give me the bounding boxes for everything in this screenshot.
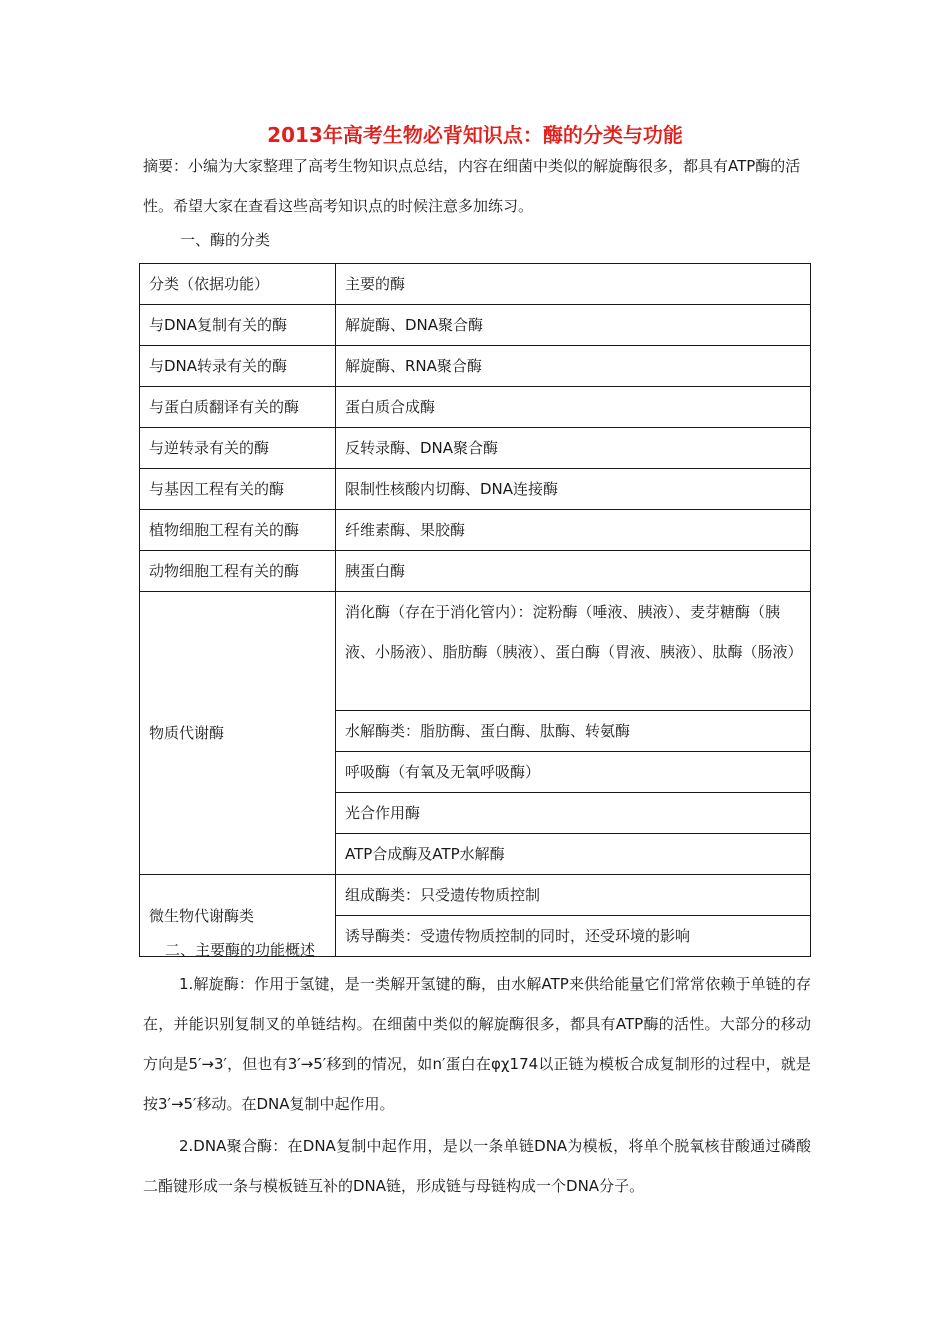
table-row: [140, 305, 811, 346]
section-heading-classification: 一、酶的分类: [180, 231, 271, 249]
table-header-cell: 主要的酶: [336, 264, 811, 305]
category-cell: 植物细胞工程有关的酶: [140, 510, 336, 551]
enzyme-cell: 胰蛋白酶: [336, 551, 811, 592]
enzyme-cell: 蛋白质合成酶: [336, 387, 811, 428]
table-row: [140, 346, 811, 387]
enzyme-cell: 呼吸酶（有氧及无氧呼吸酶）: [336, 752, 811, 793]
table-row: [140, 875, 811, 916]
table-row: [140, 428, 811, 469]
abstract-paragraph: 摘要：小编为大家整理了高考生物知识点总结，内容在细菌中类似的解旋酶很多，都具有ATP酶的活性。希望大家在查看这些高考知识点的时候注意多加练习。: [143, 157, 801, 215]
table-row: [140, 592, 811, 711]
enzyme-classification-table: [139, 263, 811, 957]
enzyme-cell: 光合作用酶: [336, 793, 811, 834]
enzyme-cell: 解旋酶、RNA聚合酶: [336, 346, 811, 387]
category-cell: 与DNA复制有关的酶: [140, 305, 336, 346]
enzyme-cell: 解旋酶、DNA聚合酶: [336, 305, 811, 346]
enzyme-cell: 纤维素酶、果胶酶: [336, 510, 811, 551]
enzyme-cell: ATP合成酶及ATP水解酶: [336, 834, 811, 875]
enzyme-cell: 水解酶类：脂肪酶、蛋白酶、肽酶、转氨酶: [336, 711, 811, 752]
table-header-row: [140, 264, 811, 305]
helicase-paragraph: 1.解旋酶：作用于氢键，是一类解开氢键的酶，由水解ATP来供给能量它们常常依赖于单链的存在，并能识别复制叉的单链结构。在细菌中类似的解旋酶很多，都具有ATP酶的活性。大部分的移动方向是5′→3′，但也有3′→5′移到的情况，如n′蛋白在φχ174以正链为模板合成复制形的过程中，就是按3′→5′移动。在DNA复制中起作用。: [143, 975, 811, 1113]
enzyme-cell: 限制性核酸内切酶、DNA连接酶: [336, 469, 811, 510]
category-cell: 与基因工程有关的酶: [140, 469, 336, 510]
document-title: 2013年高考生物必背知识点：酶的分类与功能: [267, 123, 683, 147]
enzyme-cell: 反转录酶、DNA聚合酶: [336, 428, 811, 469]
category-cell: 与逆转录有关的酶: [140, 428, 336, 469]
enzyme-cell: 诱导酶类：受遗传物质控制的同时，还受环境的影响: [336, 916, 811, 957]
table-row: [140, 469, 811, 510]
dna-polymerase-paragraph: 2.DNA聚合酶：在DNA复制中起作用，是以一条单链DNA为模板，将单个脱氧核苷酸通过磷酸二酯键形成一条与模板链互补的DNA链，形成链与母链构成一个DNA分子。: [143, 1137, 811, 1195]
category-cell: 与DNA转录有关的酶: [140, 346, 336, 387]
table-row: [140, 510, 811, 551]
enzyme-cell: 组成酶类：只受遗传物质控制: [336, 875, 811, 916]
metabolism-category-cell: 物质代谢酶: [140, 592, 336, 875]
enzyme-cell: 消化酶（存在于消化管内）：淀粉酶（唾液、胰液）、麦芽糖酶（胰液、小肠液）、脂肪酶（胰液）、蛋白酶（胃液、胰液）、肽酶（肠液）: [336, 592, 811, 711]
table-header-cell: 分类（依据功能）: [140, 264, 336, 305]
section-heading-functions: 二、主要酶的功能概述: [165, 941, 316, 959]
microbe-category-cell: 微生物代谢酶类: [140, 875, 336, 957]
table-row: [140, 387, 811, 428]
table-row: [140, 551, 811, 592]
category-cell: 动物细胞工程有关的酶: [140, 551, 336, 592]
category-cell: 与蛋白质翻译有关的酶: [140, 387, 336, 428]
